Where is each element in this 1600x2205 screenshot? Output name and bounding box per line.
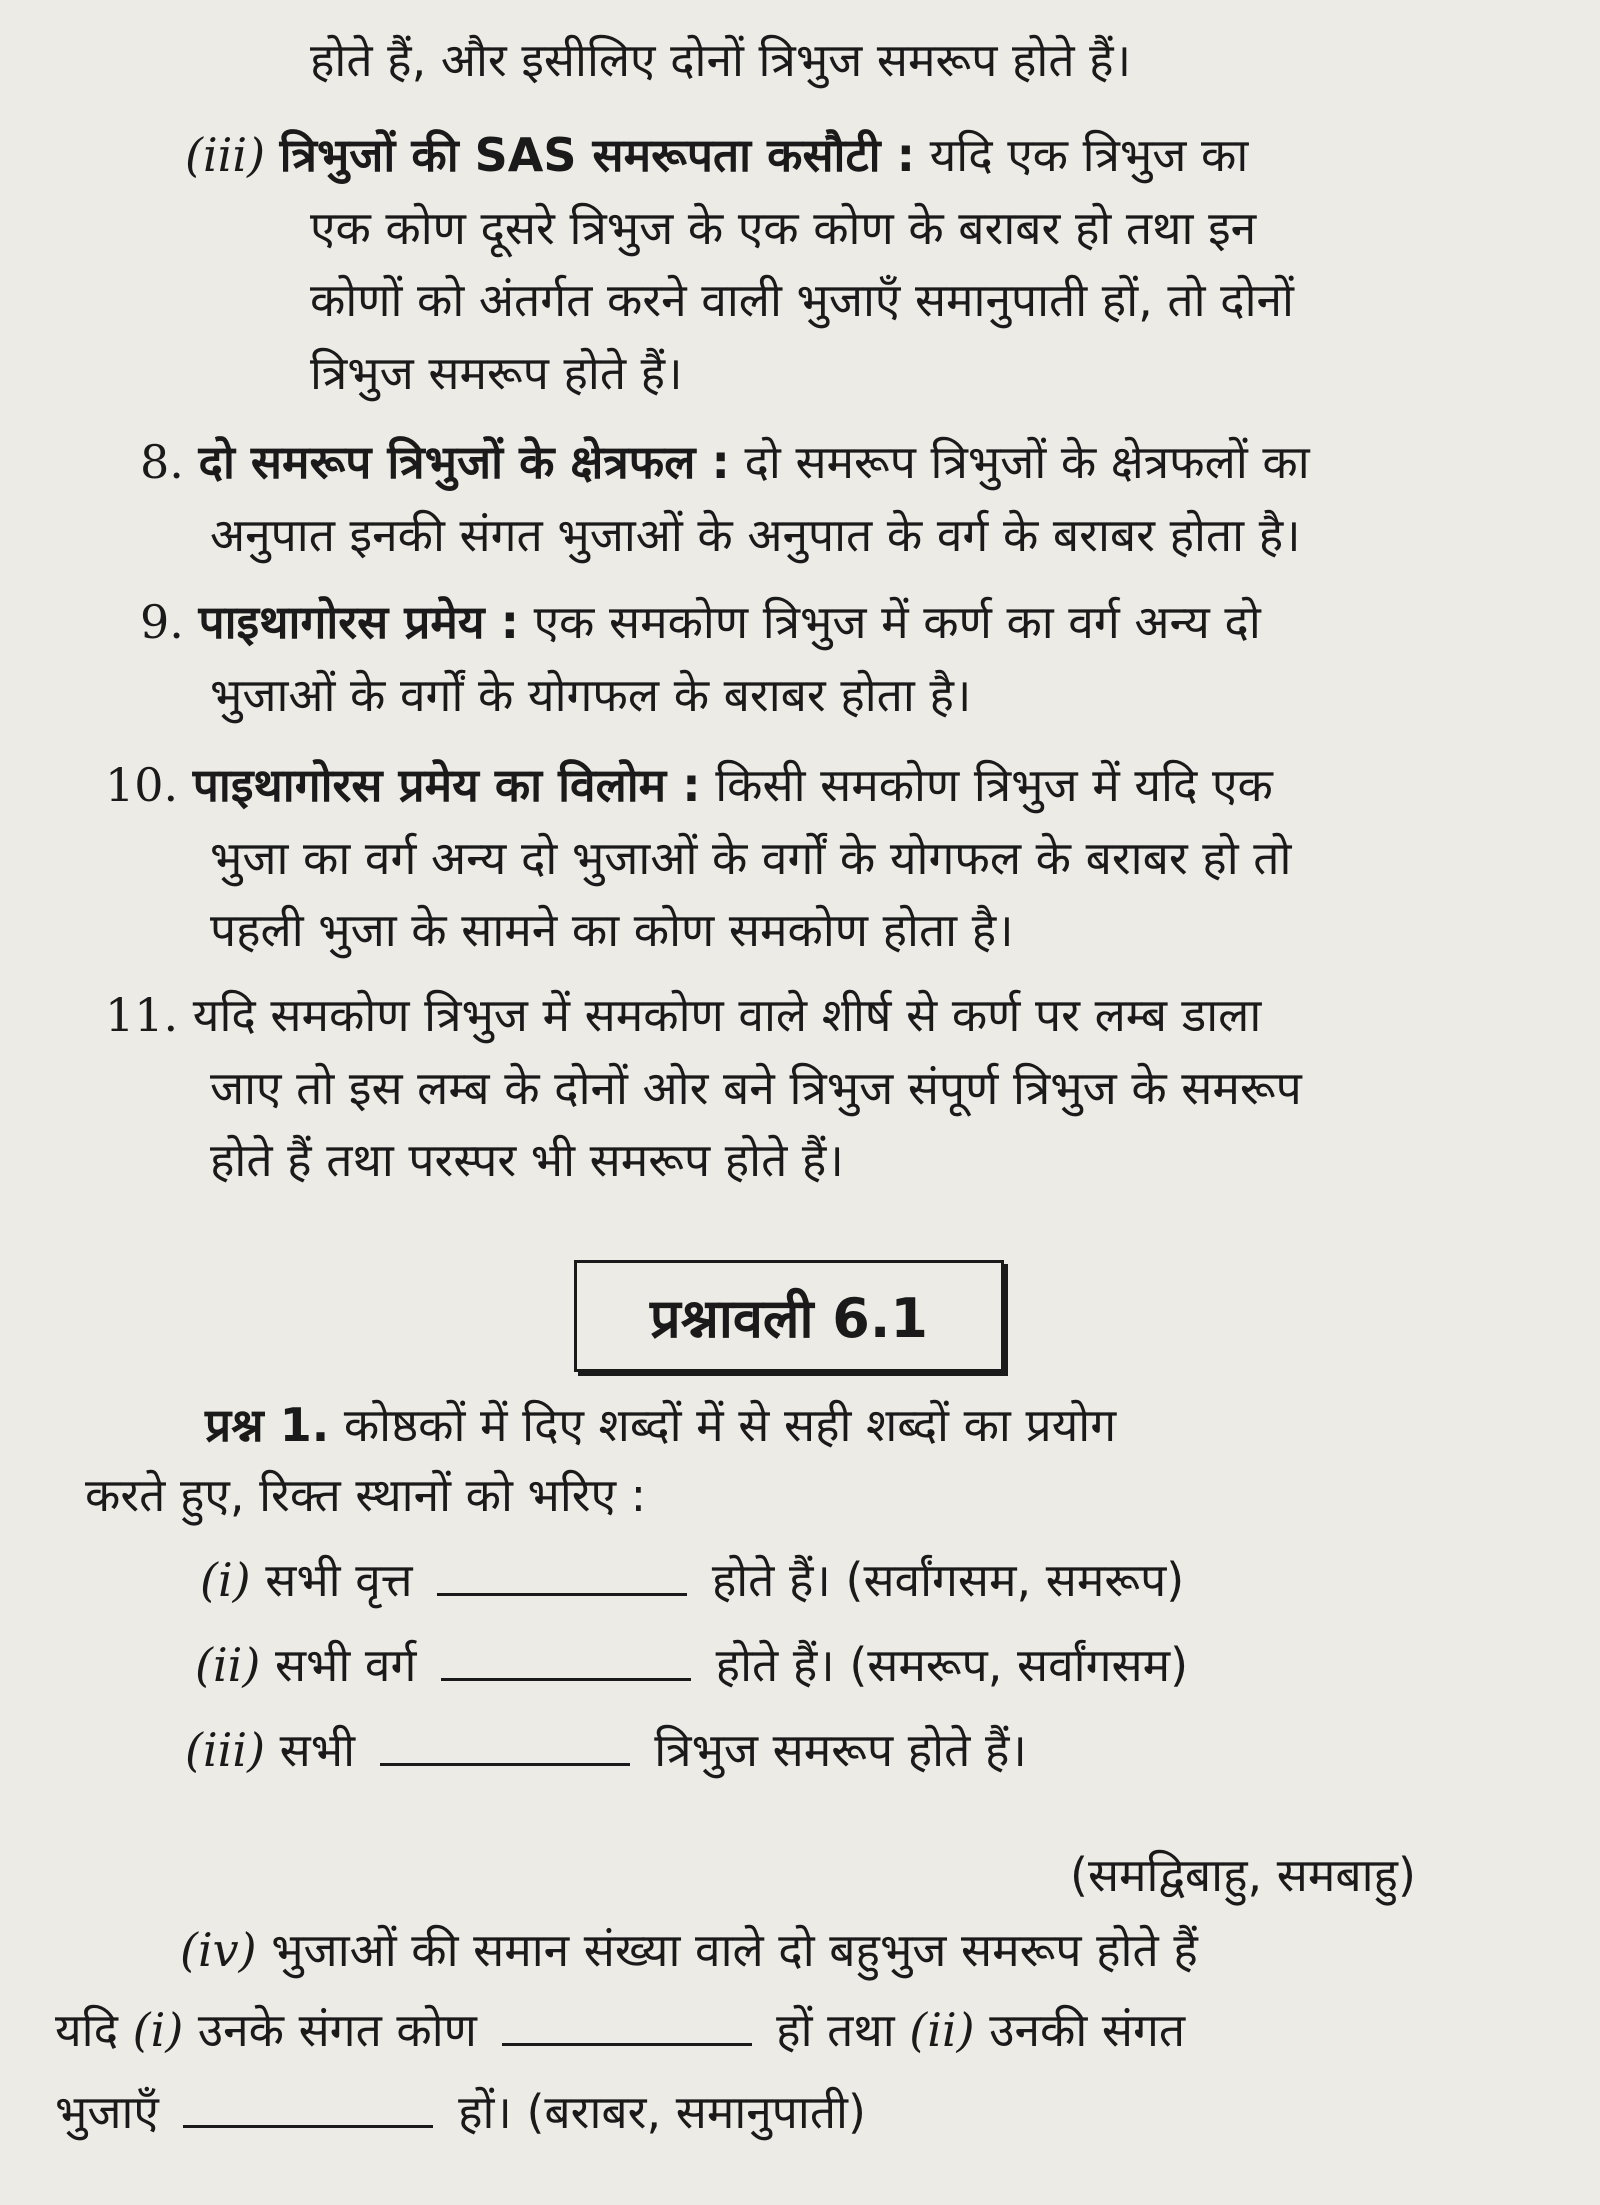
- point-text: एक समकोण त्रिभुज में कर्ण का वर्ग अन्य दो: [533, 595, 1261, 649]
- question-part-ii: [195, 1635, 1188, 1695]
- fill-blank[interactable]: [380, 1729, 630, 1766]
- point-8-line-1: [140, 432, 1310, 492]
- text-line: पहली भुजा के सामने का कोण समकोण होता है।: [210, 903, 1014, 957]
- part-text: भुजाओं की समान संख्या वाले दो बहुभुज समरूप होते हैं: [271, 1923, 1198, 1977]
- text-line: त्रिभुज समरूप होते हैं।: [310, 346, 683, 400]
- item-iii-line-1: [185, 125, 1248, 185]
- part-text: यदि: [55, 2003, 119, 2057]
- question-text: कोष्ठकों में दिए शब्दों में से सही शब्दों का प्रयोग: [343, 1398, 1117, 1452]
- part-marker: (iv): [180, 1923, 257, 1977]
- part-text: हों। (बराबर, समानुपाती): [458, 2085, 866, 2139]
- part-marker: (i): [200, 1553, 251, 1607]
- fill-blank[interactable]: [437, 1559, 687, 1596]
- part-marker: (ii): [195, 1638, 261, 1692]
- question-part-iv-line-3: [55, 2082, 866, 2142]
- part-text: हों तथा: [776, 2003, 895, 2057]
- text-line: करते हुए, रिक्त स्थानों को भरिए :: [85, 1468, 647, 1522]
- part-text: सभी वर्ग: [274, 1638, 417, 1692]
- fill-blank[interactable]: [183, 2091, 433, 2128]
- item-marker: (iii): [185, 128, 266, 182]
- point-text: दो समरूप त्रिभुजों के क्षेत्रफलों का: [744, 435, 1310, 489]
- item-text: यदि एक त्रिभुज का: [929, 128, 1249, 182]
- text-line: एक कोण दूसरे त्रिभुज के एक कोण के बराबर हो तथा इन: [310, 201, 1257, 255]
- part-text: उनकी संगत: [989, 2003, 1186, 2057]
- point-heading: दो समरूप त्रिभुजों के क्षेत्रफल :: [198, 435, 730, 489]
- question-label: प्रश्न 1.: [205, 1398, 330, 1452]
- item-heading: त्रिभुजों की SAS समरूपता कसौटी :: [279, 128, 915, 182]
- question-part-iv-line-1: [180, 1920, 1198, 1980]
- text-line: अनुपात इनकी संगत भुजाओं के अनुपात के वर्ग के बराबर होता है।: [210, 508, 1301, 562]
- text-line: होते हैं, और इसीलिए दोनों त्रिभुज समरूप होते हैं।: [310, 33, 1132, 87]
- options-text: (समद्विबाहु, समबाहु): [1070, 1848, 1416, 1902]
- question-part-iv-line-2: [55, 2000, 1185, 2060]
- part-text: सभी: [279, 1723, 356, 1777]
- question-part-i: [200, 1550, 1184, 1610]
- part-text: होते हैं। (समरूप, सर्वांगसम): [715, 1638, 1189, 1692]
- point-heading: पाइथागोरस प्रमेय :: [198, 595, 519, 649]
- question-part-iii: [185, 1720, 1027, 1780]
- point-11-line-1: [105, 985, 1261, 1045]
- text-line: जाए तो इस लम्ब के दोनों ओर बने त्रिभुज संपूर्ण त्रिभुज के समरूप: [210, 1061, 1302, 1115]
- part-marker: (i): [132, 2003, 184, 2057]
- point-number: 10.: [105, 758, 179, 812]
- point-number: 11.: [105, 988, 179, 1042]
- part-text: भुजाएँ: [55, 2085, 159, 2139]
- point-heading: पाइथागोरस प्रमेय का विलोम :: [192, 758, 701, 812]
- part-text: उनके संगत कोण: [197, 2003, 477, 2057]
- fill-blank[interactable]: [441, 1644, 691, 1681]
- text-line: भुजाओं के वर्गों के योगफल के बराबर होता है।: [210, 668, 972, 722]
- part-text: सभी वृत्त: [265, 1553, 413, 1607]
- point-text: यदि समकोण त्रिभुज में समकोण वाले शीर्ष से कर्ण पर लम्ब डाला: [192, 988, 1262, 1042]
- point-text: किसी समकोण त्रिभुज में यदि एक: [715, 758, 1273, 812]
- point-9-line-1: [140, 592, 1261, 652]
- exercise-title-box: [574, 1260, 1004, 1372]
- point-10-line-1: [105, 755, 1273, 815]
- text-line: होते हैं तथा परस्पर भी समरूप होते हैं।: [210, 1133, 844, 1187]
- text-line: कोणों को अंतर्गत करने वाली भुजाएँ समानुपाती हों, तो दोनों: [310, 273, 1294, 327]
- part-text: होते हैं। (सर्वांगसम, समरूप): [711, 1553, 1185, 1607]
- text-line: भुजा का वर्ग अन्य दो भुजाओं के वर्गों के योगफल के बराबर हो तो: [210, 831, 1292, 885]
- part-text: त्रिभुज समरूप होते हैं।: [654, 1723, 1027, 1777]
- fill-blank[interactable]: [502, 2009, 752, 2046]
- part-marker: (iii): [185, 1723, 266, 1777]
- exercise-title: प्रश्नावली 6.1: [650, 1287, 928, 1350]
- part-marker: (ii): [909, 2003, 975, 2057]
- point-number: 8.: [140, 435, 184, 489]
- point-number: 9.: [140, 595, 184, 649]
- question-1-line-1: [205, 1395, 1116, 1455]
